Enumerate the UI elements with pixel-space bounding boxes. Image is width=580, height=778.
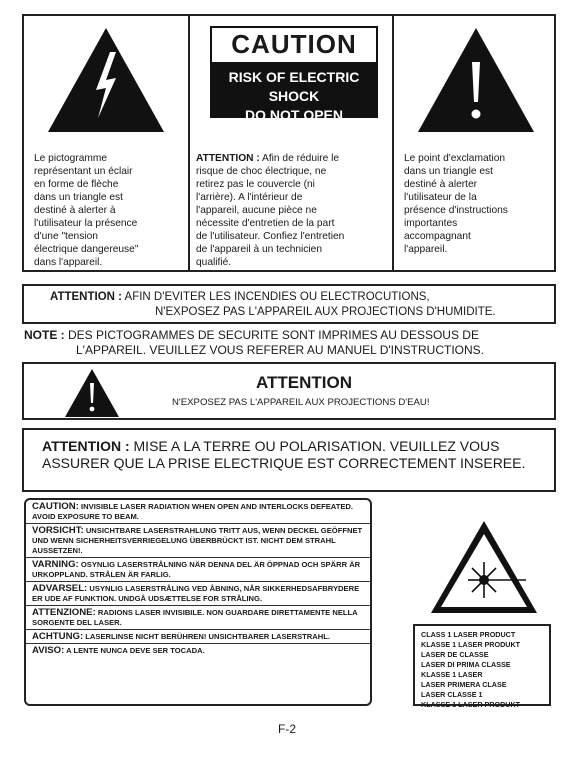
laser-warning-text: LASERLINSE NICHT BERÜHREN! UNSICHTBARER LASERSTRAHL.	[85, 632, 330, 641]
electric-shock-band	[212, 62, 376, 123]
page-number: F-2	[278, 722, 296, 736]
laser-warning-row	[26, 582, 370, 606]
laser-class-label: CLASS 1 LASER PRODUCT KLASSE 1 LASER PRODUKT LASER DE CLASSE LASER DI PRIMA CLASSE KLASSE 1 LASER LASER PRIMERA CLASE LASER CLASSE 1 KLASSE 1 LASER PRODUKT	[413, 624, 551, 706]
band-line-2: DO NOT OPEN	[244, 107, 343, 123]
note-line-1	[24, 328, 484, 343]
lightning-column	[24, 16, 190, 270]
laser-warning-text: UNSICHTBARE LASERSTRAHLUNG TRITT AUS, WENN DECKEL GEÖFFNET UND WENN SICHERHEITSVERRIEGELUNG ÜBERBRÜCKT IST. NICHT DEM STRAHL AUSSETZEN!.	[32, 526, 363, 555]
laser-hazard-icon	[428, 518, 540, 616]
laser-warning-box	[24, 498, 372, 706]
laser-warning-text: RADIONS LASER INVISIBILE. NON GUARDARE DIRETTAMENTE NELLA SORGENTE DEL LASER.	[32, 608, 358, 627]
caution-heading: CAUTION	[231, 29, 357, 59]
laser-warning-text: USYNLIG LASERSTRÅLING VED ÅBNING, NÅR SIKKERHEDSAFBRYDERE ER UDE AF FUNKTION. UNDGÅ UDSÆTTELSE FOR STRÅLING.	[32, 584, 360, 603]
laser-warning-row	[26, 524, 370, 558]
ground-warning-content	[42, 438, 544, 472]
laser-warning-row	[26, 644, 370, 657]
ground-warning-label: ATTENTION :	[42, 438, 130, 454]
laser-warning-label: AVISO:	[32, 645, 65, 656]
note-line-2: L'APPAREIL. VEUILLEZ VOUS REFERER AU MANUEL D'INSTRUCTIONS.	[76, 343, 485, 357]
lightning-description: Le pictogramme représentant un éclair en forme de flèche dans un triangle est destiné à alerter à l'utilisateur la présence d'une "tension électrique dangereuse" dans l'appareil.	[34, 153, 139, 268]
caution-label	[210, 26, 378, 123]
caution-description	[196, 152, 388, 269]
laser-warning-text: OSYNLIG LASERSTRÅLNING NÄR DENNA DEL ÄR ÖPPNAD OCH SPÄRR ÄR URKOPPLAND. STRÅLEN ÄR FARLIG.	[32, 560, 361, 579]
fire-warning-label: ATTENTION :	[50, 291, 122, 303]
ground-warning-box	[22, 428, 556, 492]
water-warning-title: ATTENTION	[256, 373, 353, 392]
laser-warning-row	[26, 558, 370, 582]
note-text-1: DES PICTOGRAMMES DE SECURITE SONT IMPRIMES AU DESSOUS DE	[68, 328, 479, 342]
fire-warning-box	[22, 284, 556, 324]
laser-warning-row	[26, 500, 370, 524]
caution-panel	[22, 14, 556, 272]
ground-warning-text: MISE A LA TERRE OU POLARISATION. VEUILLEZ VOUS ASSURER QUE LA PRISE ELECTRIQUE EST CORRECTEMENT INSEREE.	[42, 438, 526, 471]
fire-warning-line-2: N'EXPOSEZ PAS L'APPAREIL AUX PROJECTIONS D'HUMIDITE.	[155, 306, 496, 318]
laser-warning-row	[26, 630, 370, 644]
caution-column	[190, 16, 394, 270]
lightning-warning-icon	[46, 26, 166, 134]
laser-warning-label: VARNING:	[32, 559, 79, 570]
caution-attention-label: ATTENTION :	[196, 153, 260, 164]
laser-warning-label: ADVARSEL:	[32, 583, 88, 594]
caution-attention-text: Afin de réduire le risque de choc électrique, ne retirez pas le couvercle (ni l'arrière). A l'intérieur de l'appareil, aucune pièce ne nécessite d'entretien de la part de l'utilisateur. Confiez l'entretien de l'appareil à un technicien qualifié.	[196, 153, 345, 268]
band-line-1: RISK OF ELECTRIC SHOCK	[228, 69, 360, 104]
fire-warning-line-1	[50, 291, 430, 303]
laser-warning-label: ACHTUNG:	[32, 631, 84, 642]
water-warning-text: N'EXPOSEZ PAS L'APPAREIL AUX PROJECTIONS D'EAU!	[172, 397, 430, 408]
water-warning-box	[22, 362, 556, 420]
exclamation-column	[394, 16, 554, 270]
laser-warning-label: VORSICHT:	[32, 525, 84, 536]
exclamation-description: Le point d'exclamation dans un triangle est destiné à alerter l'utilisateur de la présence d'instructions importantes accompagnant l'appareil.	[404, 153, 508, 255]
laser-warning-text: A LENTE NUNCA DEVE SER TOCADA.	[66, 646, 205, 655]
note-block	[24, 328, 484, 358]
fire-warning-text-1: AFIN D'EVITER LES INCENDIES OU ELECTROCUTIONS,	[124, 291, 430, 303]
laser-warning-label: CAUTION:	[32, 501, 79, 512]
exclamation-warning-icon	[416, 26, 536, 134]
laser-warning-text: INVISIBLE LASER RADIATION WHEN OPEN AND INTERLOCKS DEFEATED. AVOID EXPOSURE TO BEAM.	[32, 502, 354, 521]
note-label: NOTE :	[24, 328, 65, 342]
laser-warning-row	[26, 606, 370, 630]
exclamation-warning-icon	[64, 368, 120, 418]
laser-warning-label: ATTENZIONE:	[32, 607, 96, 618]
